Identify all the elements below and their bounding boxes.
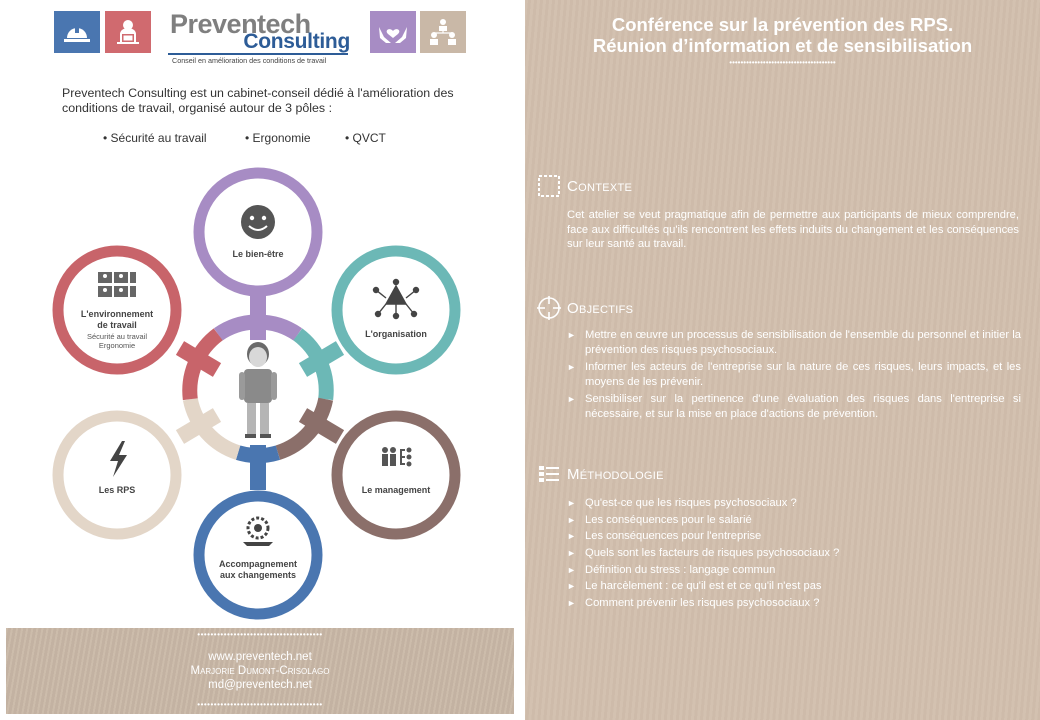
list-item: ► Les conséquences pour l'entreprise — [567, 529, 1021, 544]
right-panel — [525, 0, 1040, 720]
node-label: L'environnement — [80, 309, 154, 319]
section-title: Contexte — [567, 177, 633, 195]
list-icon — [537, 462, 561, 486]
footer-contact-name: Marjorie Dumont-Crisolago — [190, 665, 330, 677]
section-contexte-header — [537, 174, 632, 198]
list-item: ► Le harcèlement : ce qu'il est et ce qu'il n'est pas — [567, 579, 1021, 594]
pole-item: • QVCT — [345, 131, 386, 145]
node-label: Le bien-être — [232, 249, 284, 259]
footer-website[interactable]: www.preventech.net — [208, 651, 312, 663]
org-chart-icon — [420, 11, 466, 53]
node-label: Le management — [361, 485, 431, 495]
node-label: Accompagnement — [218, 559, 298, 569]
person-sketch-icon — [239, 342, 277, 438]
hard-hat-icon — [54, 11, 100, 53]
section-title: Objectifs — [567, 299, 634, 317]
node-management — [337, 416, 455, 534]
list-item: ► Les conséquences pour le salarié — [567, 513, 1021, 528]
node-label: aux changements — [219, 570, 297, 580]
node-label: de travail — [97, 320, 137, 330]
poles-diagram — [40, 160, 480, 620]
footer-email[interactable]: md@preventech.net — [208, 679, 312, 691]
page-title — [525, 14, 1040, 56]
node-sublabel: Ergonomie — [98, 341, 136, 350]
node-label: Les RPS — [98, 485, 136, 495]
contexte-text: Cet atelier se veut pragmatique afin de permettre aux participants de mieux comprendre, face aux difficultés qu'ils rencontrent les effets induits du changement et les conséquences sur leur santé au travail. — [567, 209, 1019, 250]
section-methodologie-header — [537, 462, 664, 486]
list-item: ► Définition du stress : langage commun — [567, 563, 1021, 578]
node-environnement — [58, 251, 176, 369]
section-objectifs-header — [537, 296, 633, 320]
list-item: ► Informer les acteurs de l'entreprise sur la nature de ces risques, leurs impacts, et les moyens de les prévenir. — [567, 360, 1021, 389]
node-organisation — [337, 251, 455, 369]
title-dots: •••••••••••••••••••••••••••••••••••••• — [729, 58, 836, 67]
company-logo — [168, 9, 352, 65]
list-item: ► Sensibiliser sur la pertinence d'une évaluation des risques dans l'entreprise si nécessaire, et sur la mise en place d'actions de prévention. — [567, 392, 1021, 421]
footer-dots-top: •••••••••••••••••••••••••••••••••••••• — [197, 630, 323, 639]
contact-footer — [6, 628, 514, 714]
intro-text: Preventech Consulting est un cabinet-conseil dédié à l'amélioration des conditions de travail, organisé autour de 3 pôles : — [62, 86, 454, 115]
methodologie-list — [567, 496, 1021, 613]
node-accompagnement — [199, 496, 317, 614]
list-item: ► Mettre en œuvre un processus de sensibilisation de l'ensemble du personnel et initier la prévention des risques psychosociaux. — [567, 328, 1021, 357]
node-sublabel: Sécurité au travail — [86, 332, 148, 341]
node-bienetre — [199, 173, 317, 291]
node-rps — [58, 416, 176, 534]
logo-rule — [168, 53, 348, 55]
list-item: ► Qu'est-ce que les risques psychosociaux ? — [567, 496, 1021, 511]
list-item: ► Comment prévenir les risques psychosociaux ? — [567, 596, 1021, 611]
list-item: ► Quels sont les facteurs de risques psychosociaux ? — [567, 546, 1021, 561]
hands-heart-icon — [370, 11, 416, 53]
logo-sub-text: Consulting — [243, 30, 350, 53]
title-line-1: Conférence sur la prévention des RPS. — [611, 14, 954, 35]
title-line-2: Réunion d’information et de sensibilisation — [592, 35, 973, 56]
crosshair-icon — [537, 296, 561, 320]
pole-item: • Ergonomie — [245, 131, 311, 145]
dashed-square-icon — [537, 174, 561, 198]
pole-item: • Sécurité au travail — [103, 131, 207, 145]
node-label: L'organisation — [365, 329, 427, 339]
poles-list — [103, 131, 386, 145]
smiley-icon — [241, 205, 275, 239]
logo-tagline: Conseil en amélioration des conditions de travail — [172, 56, 327, 65]
objectifs-list — [567, 328, 1021, 424]
footer-dots-bottom: •••••••••••••••••••••••••••••••••••••• — [197, 700, 323, 709]
logo-main-text: Preventech — [170, 9, 311, 39]
section-title: Méthodologie — [567, 465, 664, 483]
computer-user-icon — [105, 11, 151, 53]
